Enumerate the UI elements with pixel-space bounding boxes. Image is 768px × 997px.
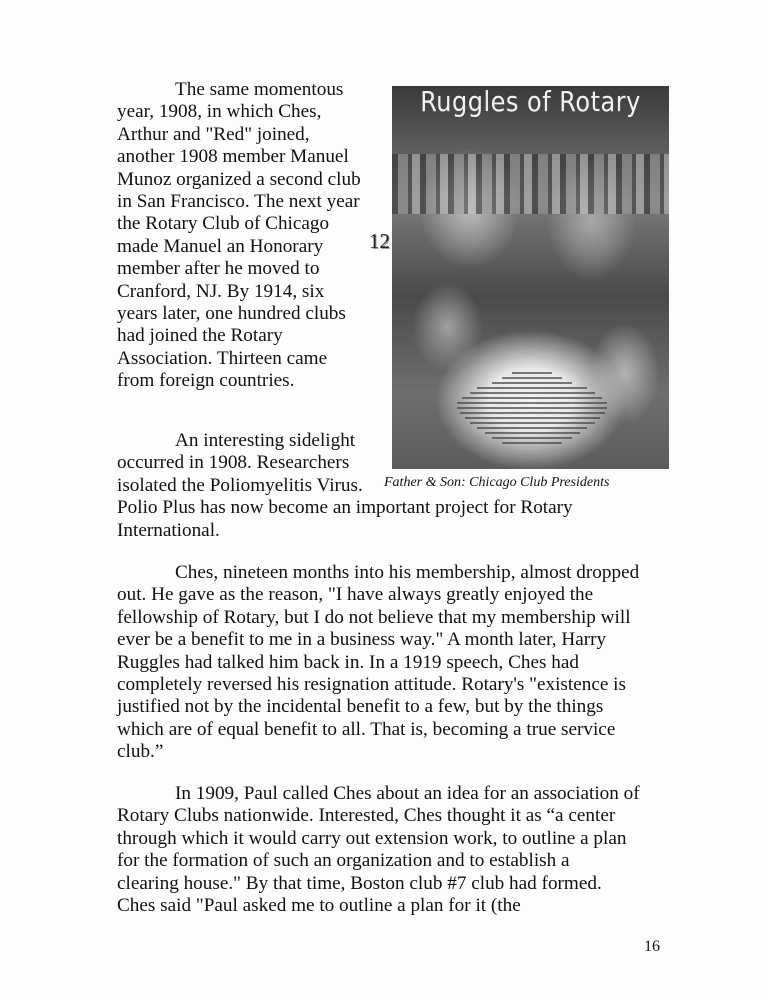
text-line: International. [117,519,220,541]
figure-marker: 12 [369,229,390,253]
text-line: the Rotary Club of Chicago [117,213,330,235]
ruggles-of-rotary-photo [392,86,669,469]
text-line: Ruggles had talked him back in. In a 1919 speech, Ches had [117,651,579,673]
text-line: Ches said "Paul asked me to outline a plan for it (the [117,895,521,917]
text-line: out. He gave as the reason, "I have always greatly enjoyed the [117,584,594,606]
text-line: another 1908 member Manuel [117,146,349,168]
text-line: through which it would carry out extension work, to outline a plan [117,827,627,849]
text-line: Association. Thirteen came [117,347,328,369]
text-line: completely reversed his resignation attitude. Rotary's "existence is [117,674,626,696]
text-line: clearing house." By that time, Boston club #7 club had formed. [117,872,602,894]
paragraph-4 [117,783,640,917]
text-line: Munoz organized a second club [117,168,361,190]
paragraph-1 [117,79,361,393]
text-line: member after he moved to [117,258,320,280]
text-line: Cranford, NJ. By 1914, six [117,280,325,302]
photo-title: Ruggles of Rotary [420,86,641,119]
text-line: fellowship of Rotary, but I do not believe that my membership will [117,606,631,628]
text-line: club.” [117,741,164,763]
text-line: made Manuel an Honorary [117,235,324,257]
text-line: in San Francisco. The next year [117,191,360,213]
text-line: which are of equal benefit to all. That is, becoming a true service [117,718,616,740]
text-line: Rotary Clubs nationwide. Interested, Ches thought it as “a center [117,805,616,827]
text-line: for the formation of such an organization and to establish a [117,850,570,872]
paragraph-3 [117,562,639,764]
text-line: had joined the Rotary [117,325,283,347]
text-line: The same momentous [175,79,344,100]
text-line: occurred in 1908. Researchers [117,452,350,474]
text-line: Polio Plus has now become an important project for Rotary [117,497,573,519]
photo-caption: Father & Son: Chicago Club Presidents [384,475,610,490]
text-line: ever be a benefit to me in a business way." A month later, Harry [117,629,607,651]
text-line: Ches, nineteen months into his membership, almost dropped [175,562,640,583]
text-line: from foreign countries. [117,370,295,392]
text-line: In 1909, Paul called Ches about an idea for an association of [175,783,640,804]
text-line: isolated the Poliomyelitis Virus. [117,474,363,496]
text-line: years later, one hundred clubs [117,303,346,325]
page-number: 16 [644,938,660,955]
text-line: An interesting sidelight [175,430,356,451]
text-line: justified not by the incidental benefit to a few, but by the things [117,696,604,718]
photo-background-arches [392,154,669,214]
text-line: year, 1908, in which Ches, [117,101,322,123]
text-line: Arthur and "Red" joined, [117,123,310,145]
